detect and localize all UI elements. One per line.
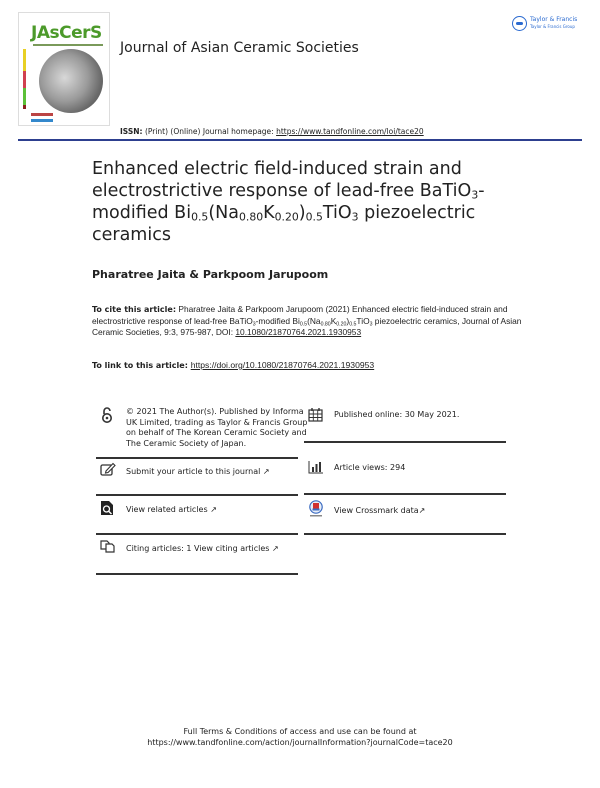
article-title: [92, 158, 512, 246]
header-rule: [18, 139, 582, 141]
issn-line: [120, 127, 424, 136]
external-link-icon: ↗: [272, 544, 279, 553]
submit-article-text: Submit your article to this journal: [126, 467, 261, 476]
cover-stripe-red: [23, 71, 26, 88]
footer-terms-url[interactable]: https://www.tandfonline.com/action/journalInformation?journalCode=tace20: [147, 738, 453, 747]
pencil-icon: [100, 462, 116, 476]
footer: [0, 726, 600, 748]
cover-society-logo-2: [31, 119, 53, 122]
journal-cover-image: [18, 12, 110, 126]
publisher-name: Taylor & Francis: [530, 16, 578, 23]
divider: [304, 533, 506, 535]
divider: [96, 457, 298, 459]
citing-articles-text: Citing articles: 1 View citing articles: [126, 544, 270, 553]
publisher-logo: [512, 16, 576, 32]
citing-articles-icon: [100, 539, 116, 553]
footer-terms-text: Full Terms & Conditions of access and use can be found at: [183, 727, 417, 736]
article-views-text: Article views: 294: [334, 463, 406, 472]
cover-subtitle-bar: [33, 44, 103, 46]
external-link-icon: ↗: [418, 506, 426, 515]
title-line-1: Enhanced electric field-induced strain and: [92, 159, 462, 179]
article-views-item: [304, 460, 504, 480]
taylor-francis-icon: [512, 16, 527, 31]
cover-stripe-yellow: [23, 49, 26, 71]
cover-society-logo-1: [31, 113, 53, 116]
link-label: To link to this article:: [92, 361, 191, 370]
article-link-line: [92, 360, 374, 370]
journal-title[interactable]: Journal of Asian Ceramic Societies: [120, 40, 359, 56]
issn-value: (Print) (Online) Journal homepage:: [144, 127, 274, 136]
divider: [96, 573, 298, 575]
citation-doi-link[interactable]: 10.1080/21870764.2021.1930953: [235, 327, 362, 337]
journal-homepage-link[interactable]: https://www.tandfonline.com/loi/tace20: [276, 127, 424, 136]
bar-chart-icon: [308, 460, 324, 474]
related-articles-link[interactable]: [96, 500, 296, 520]
related-search-icon: [100, 500, 114, 516]
cover-stripe-dark: [23, 105, 26, 109]
crossmark-text: View Crossmark data: [334, 506, 419, 515]
cover-globe-image: [39, 49, 103, 113]
related-articles-text: View related articles: [126, 505, 208, 514]
title-line-4: ceramics: [92, 225, 171, 245]
published-online-text: Published online: 30 May 2021.: [334, 410, 460, 419]
article-authors: Pharatree Jaita & Parkpoom Jarupoom: [92, 268, 329, 281]
license-text: © 2021 The Author(s). Published by Informa UK Limited, trading as Taylor & Francis Group on behalf of The Korean Ceramic Society and The Ceramic Society of Japan.: [126, 407, 308, 448]
title-line-3: modified $Bi_{0.5}(Na_{0.80}K_{0.20})_{0.5}TiO_3$ piezoelectric: [92, 203, 476, 224]
crossmark-link[interactable]: [304, 500, 504, 520]
citing-articles-link[interactable]: [96, 539, 296, 559]
cover-stripe-green: [23, 88, 26, 105]
external-link-icon: ↗: [210, 505, 217, 514]
article-doi-link[interactable]: https://doi.org/10.1080/21870764.2021.1930953: [190, 360, 375, 370]
cover-logo: JAsCerS: [31, 23, 102, 43]
divider: [304, 441, 506, 443]
published-online-item: [304, 407, 504, 427]
calendar-icon: [308, 407, 323, 422]
license-item: [96, 407, 308, 453]
issn-label: ISSN:: [120, 127, 143, 136]
divider: [304, 493, 506, 495]
title-line-2: electrostrictive response of lead-free BaTiO$_3$-: [92, 181, 485, 202]
submit-article-link[interactable]: [96, 462, 296, 482]
divider: [96, 494, 298, 496]
citation-label: To cite this article:: [92, 305, 177, 314]
crossmark-icon: [308, 500, 324, 518]
citation-block: To cite this article: Pharatree Jaita & Parkpoom Jarupoom (2021) Enhanced electric field-induced strain and electrostrictive response of lead-free BaTiO$_3$-modified $Bi_{0.5}(Na_{0.80}K_{0.20})_{0.5}TiO_3$ piezoelectric ceramics, Journal of Asian Ceramic Societies, 9:3, 975-987, DOI: 10.1080/21870764.2021.1930953: [92, 304, 522, 337]
publisher-subname: Taylor & Francis Group: [530, 24, 575, 29]
divider: [96, 533, 298, 535]
external-link-icon: ↗: [262, 467, 270, 476]
open-access-icon: [100, 407, 114, 423]
